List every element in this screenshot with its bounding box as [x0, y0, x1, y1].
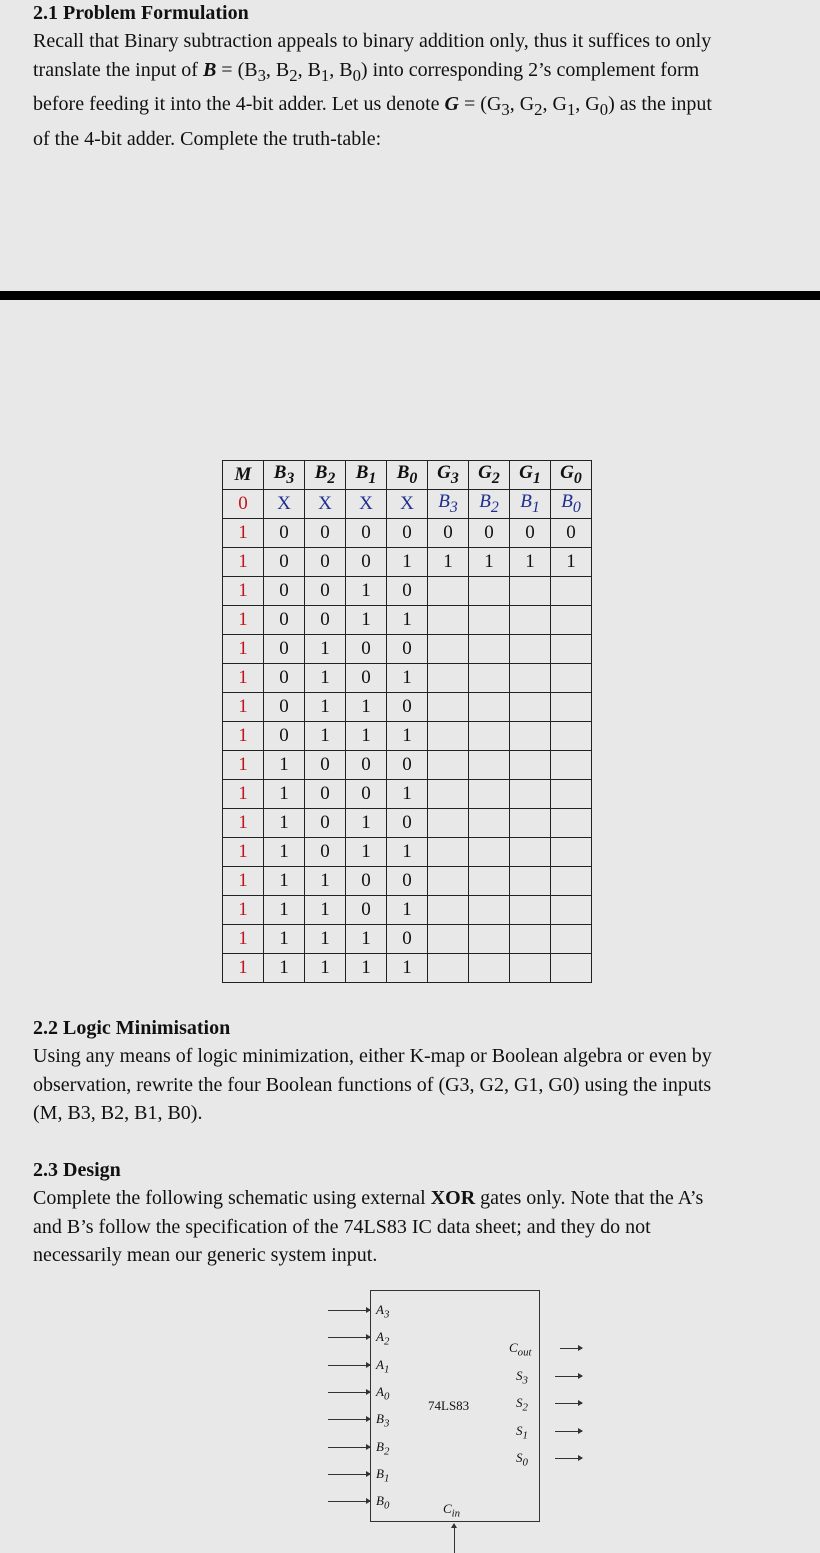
cell-g[interactable]: [551, 954, 592, 983]
adder-schematic: [320, 1285, 600, 1553]
table-row: [223, 867, 592, 896]
cell-g[interactable]: [510, 751, 551, 780]
cell-b: 1: [387, 606, 428, 635]
pin-b1: $B_1$: [376, 1465, 390, 1485]
cell-m: 1: [223, 606, 264, 635]
section-divider: [0, 291, 820, 300]
pin-s2: $S_2$: [516, 1395, 528, 1414]
cell-b: 1: [305, 867, 346, 896]
input-wire[interactable]: [328, 1310, 370, 1311]
cell-m: 1: [223, 722, 264, 751]
cell-g: 0: [469, 519, 510, 548]
cell-b: 1: [387, 780, 428, 809]
para-problem-line3: before feeding it into the 4-bit adder. Let us denote $G = (G_3$, $G_2$, $G_1$, $G_0$) as the input: [33, 93, 712, 119]
cell-m: 1: [223, 954, 264, 983]
pin-cin: $C_{in}$: [443, 1501, 461, 1520]
output-wire: [555, 1376, 582, 1377]
cell-m: 1: [223, 838, 264, 867]
cell-b: 0: [305, 606, 346, 635]
cell-b: 0: [387, 751, 428, 780]
cell-b: 0: [264, 722, 305, 751]
cell-b: 0: [387, 867, 428, 896]
column-header: $G_1$: [510, 461, 551, 490]
cell-b: 0: [346, 548, 387, 577]
chip-label: 74LS83: [428, 1398, 470, 1413]
cell-g: $B_0$: [551, 490, 592, 519]
cell-b: 0: [346, 780, 387, 809]
cell-b: 1: [346, 925, 387, 954]
cell-b: 0: [264, 606, 305, 635]
para-design-line1: Complete the following schematic using external XOR gates only. Note that the A’s: [33, 1187, 704, 1209]
cell-b: 1: [387, 664, 428, 693]
para-design-line2: and B’s follow the specification of the 74LS83 IC data sheet; and they do not: [33, 1215, 651, 1238]
heading-design: 2.3 Design: [33, 1159, 121, 1181]
cell-b: 1: [264, 809, 305, 838]
cell-b: 0: [264, 577, 305, 606]
table-header-row: [223, 461, 592, 490]
cell-b: 0: [387, 809, 428, 838]
cell-b: 1: [305, 954, 346, 983]
cell-m: 1: [223, 809, 264, 838]
input-wire[interactable]: [328, 1337, 370, 1338]
cell-b: 1: [346, 722, 387, 751]
pin-b3: $B_3$: [376, 1411, 390, 1430]
cell-b: X: [264, 490, 305, 519]
cell-b: 0: [264, 548, 305, 577]
column-header: $G_3$: [428, 461, 469, 490]
input-wire[interactable]: [328, 1447, 370, 1448]
cell-m: 1: [223, 925, 264, 954]
cell-g: 0: [510, 519, 551, 548]
cell-b: X: [387, 490, 428, 519]
pin-s0: $S_0$: [516, 1450, 528, 1469]
cell-b: 1: [346, 577, 387, 606]
cell-b: 0: [305, 780, 346, 809]
pin-b2: $B_2$: [376, 1438, 390, 1458]
cell-g[interactable]: [469, 780, 510, 809]
cell-b: 1: [305, 896, 346, 925]
section-design: [33, 1157, 793, 1270]
pin-a1: $A_1$: [376, 1356, 390, 1376]
output-wire: [560, 1348, 582, 1349]
cell-g[interactable]: [469, 693, 510, 722]
cell-b: 0: [264, 635, 305, 664]
cell-g[interactable]: [510, 954, 551, 983]
cell-g[interactable]: [510, 867, 551, 896]
cell-m: 1: [223, 635, 264, 664]
cell-m: 1: [223, 693, 264, 722]
cell-g[interactable]: [469, 838, 510, 867]
cell-g: 0: [428, 519, 469, 548]
cell-b: 1: [387, 896, 428, 925]
input-wire[interactable]: [328, 1392, 370, 1393]
cell-b: 0: [387, 519, 428, 548]
cell-g[interactable]: [428, 780, 469, 809]
section-problem-formulation: [33, 0, 793, 153]
column-header: $B_1$: [346, 461, 387, 490]
pin-b0: $B_0$: [376, 1493, 390, 1512]
cell-g[interactable]: [469, 722, 510, 751]
cell-b: 1: [305, 664, 346, 693]
cell-g[interactable]: [428, 606, 469, 635]
table-row: [223, 838, 592, 867]
input-wire[interactable]: [328, 1474, 370, 1475]
cell-g[interactable]: [469, 664, 510, 693]
pin-s1: $S_1$: [516, 1422, 528, 1442]
cell-g[interactable]: [510, 722, 551, 751]
cell-b: 1: [264, 838, 305, 867]
cell-g[interactable]: [428, 577, 469, 606]
cell-g[interactable]: [551, 896, 592, 925]
cell-g[interactable]: [469, 925, 510, 954]
cell-g: $B_3$: [428, 490, 469, 519]
cell-b: 1: [264, 751, 305, 780]
cell-b: 0: [346, 664, 387, 693]
cin-wire[interactable]: [454, 1528, 455, 1553]
cell-b: 0: [346, 635, 387, 664]
cell-b: 0: [387, 925, 428, 954]
cell-g[interactable]: [428, 954, 469, 983]
truth-table: [222, 460, 592, 983]
cell-g[interactable]: [551, 606, 592, 635]
table-row: [223, 780, 592, 809]
cell-g[interactable]: [428, 664, 469, 693]
table-row: [223, 606, 592, 635]
cell-g[interactable]: [510, 664, 551, 693]
cell-m: 1: [223, 548, 264, 577]
cell-g[interactable]: [428, 693, 469, 722]
column-header: $B_3$: [264, 461, 305, 490]
input-wire[interactable]: [328, 1419, 370, 1420]
cell-b: X: [346, 490, 387, 519]
cell-b: 1: [346, 954, 387, 983]
cell-g: 1: [469, 548, 510, 577]
ic-74ls83: [370, 1290, 540, 1522]
cell-m: 1: [223, 664, 264, 693]
cell-b: 1: [305, 722, 346, 751]
table-row: [223, 490, 592, 519]
output-wire: [555, 1403, 582, 1404]
cell-g[interactable]: [510, 809, 551, 838]
cell-b: 0: [346, 896, 387, 925]
input-wire[interactable]: [328, 1501, 370, 1502]
cell-g[interactable]: [469, 635, 510, 664]
pin-cout: $C_{out}$: [509, 1340, 532, 1359]
table-row: [223, 925, 592, 954]
cell-b: 1: [346, 606, 387, 635]
cell-b: 0: [264, 519, 305, 548]
cell-m: 1: [223, 896, 264, 925]
cell-b: 1: [346, 809, 387, 838]
cell-g[interactable]: [469, 577, 510, 606]
table-row: [223, 693, 592, 722]
cell-g[interactable]: [469, 751, 510, 780]
cell-g[interactable]: [510, 925, 551, 954]
cell-g: $B_2$: [469, 490, 510, 519]
table-row: [223, 722, 592, 751]
cell-g[interactable]: [469, 867, 510, 896]
cell-b: 1: [305, 925, 346, 954]
cell-g[interactable]: [428, 809, 469, 838]
table-row: [223, 751, 592, 780]
cell-g: 0: [551, 519, 592, 548]
table-row: [223, 635, 592, 664]
cell-m: 1: [223, 519, 264, 548]
cell-b: 0: [305, 809, 346, 838]
cell-b: 1: [346, 693, 387, 722]
output-wire: [555, 1458, 582, 1459]
cell-b: 0: [305, 577, 346, 606]
cell-g[interactable]: [428, 838, 469, 867]
pin-a0: $A_0$: [376, 1383, 390, 1403]
table-row: [223, 519, 592, 548]
cell-g[interactable]: [551, 809, 592, 838]
pin-a3: $A_3$: [376, 1302, 390, 1321]
column-header: $G_2$: [469, 461, 510, 490]
cell-g[interactable]: [551, 751, 592, 780]
cell-g[interactable]: [428, 751, 469, 780]
cell-g[interactable]: [469, 606, 510, 635]
cell-m: 1: [223, 867, 264, 896]
cell-b: 1: [264, 867, 305, 896]
cell-g[interactable]: [551, 664, 592, 693]
cell-g[interactable]: [551, 693, 592, 722]
cell-g[interactable]: [551, 577, 592, 606]
cell-g: $B_1$: [510, 490, 551, 519]
cell-b: 1: [305, 693, 346, 722]
cell-b: 1: [264, 954, 305, 983]
cell-b: 1: [264, 925, 305, 954]
table-row: [223, 577, 592, 606]
cell-b: 1: [387, 722, 428, 751]
table-row: [223, 954, 592, 983]
cell-b: 0: [305, 519, 346, 548]
cell-b: 0: [305, 838, 346, 867]
cell-m: 1: [223, 751, 264, 780]
table-row: [223, 664, 592, 693]
para-problem-line2: translate the input of $B = (B_3$, $B_2$, $B_1$, $B_0$) into corresponding 2’s complement form: [33, 58, 700, 85]
cell-g[interactable]: [510, 838, 551, 867]
cell-g[interactable]: [469, 954, 510, 983]
pin-s3: $S_3$: [516, 1367, 528, 1387]
cell-g[interactable]: [469, 809, 510, 838]
cell-b: 0: [305, 548, 346, 577]
column-header: $G_0$: [551, 461, 592, 490]
cell-g[interactable]: [428, 925, 469, 954]
cell-g: 1: [510, 548, 551, 577]
cell-g[interactable]: [551, 867, 592, 896]
cell-m: 0: [223, 490, 264, 519]
table-row: [223, 896, 592, 925]
cell-g[interactable]: [510, 606, 551, 635]
para-logic-line3: (M, B3, B2, B1, B0).: [33, 1102, 203, 1124]
para-logic-line2: observation, rewrite the four Boolean functions of (G3, G2, G1, G0) using the inputs: [33, 1073, 712, 1096]
cell-g[interactable]: [510, 780, 551, 809]
cell-b: 1: [387, 838, 428, 867]
table-row: [223, 809, 592, 838]
section-logic-minimisation: [33, 1015, 793, 1128]
para-logic-line1: Using any means of logic minimization, either K-map or Boolean algebra or even by: [33, 1045, 712, 1067]
cell-g: 1: [428, 548, 469, 577]
cell-g[interactable]: [510, 577, 551, 606]
cell-g[interactable]: [510, 635, 551, 664]
cell-b: 0: [346, 751, 387, 780]
cell-b: 0: [387, 635, 428, 664]
column-header: $B_0$: [387, 461, 428, 490]
cin-arrow-icon: [451, 1523, 457, 1528]
cell-g[interactable]: [551, 780, 592, 809]
cell-g[interactable]: [510, 693, 551, 722]
cell-b: 0: [264, 693, 305, 722]
cell-g[interactable]: [428, 722, 469, 751]
cell-g[interactable]: [469, 896, 510, 925]
column-header: M: [223, 461, 264, 490]
cell-g[interactable]: [551, 722, 592, 751]
cell-g[interactable]: [551, 838, 592, 867]
cell-b: 1: [387, 954, 428, 983]
para-problem-line4: of the 4-bit adder. Complete the truth-table:: [33, 127, 382, 150]
heading-logic-minimisation: 2.2 Logic Minimisation: [33, 1017, 231, 1039]
cell-b: 0: [387, 693, 428, 722]
cell-b: 0: [346, 867, 387, 896]
table-row: [223, 548, 592, 577]
input-wire[interactable]: [328, 1365, 370, 1366]
cell-g[interactable]: [428, 896, 469, 925]
cell-b: 1: [387, 548, 428, 577]
cell-b: 0: [387, 577, 428, 606]
cell-b: 0: [305, 751, 346, 780]
para-problem-line1: Recall that Binary subtraction appeals to binary addition only, thus it suffices to only: [33, 30, 712, 52]
para-design-line3: necessarily mean our generic system input.: [33, 1244, 378, 1266]
cell-m: 1: [223, 577, 264, 606]
pin-a2: $A_2$: [376, 1329, 390, 1348]
output-wire: [555, 1431, 582, 1432]
cell-b: 1: [346, 838, 387, 867]
heading-problem-formulation: 2.1 Problem Formulation: [33, 2, 249, 24]
cell-b: 1: [264, 896, 305, 925]
cell-b: X: [305, 490, 346, 519]
cell-g[interactable]: [551, 635, 592, 664]
column-header: $B_2$: [305, 461, 346, 490]
cell-g[interactable]: [428, 635, 469, 664]
cell-b: 1: [264, 780, 305, 809]
cell-g[interactable]: [551, 925, 592, 954]
cell-g[interactable]: [510, 896, 551, 925]
cell-g[interactable]: [428, 867, 469, 896]
cell-m: 1: [223, 780, 264, 809]
cell-b: 1: [305, 635, 346, 664]
cell-g: 1: [551, 548, 592, 577]
cell-b: 0: [346, 519, 387, 548]
cell-b: 0: [264, 664, 305, 693]
